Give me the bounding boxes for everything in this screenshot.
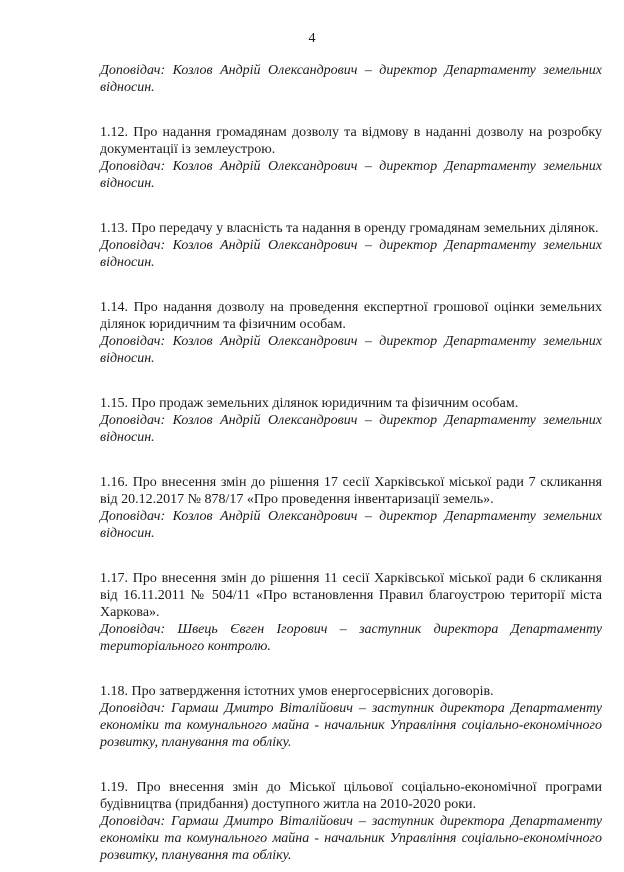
agenda-item-1-19	[100, 779, 602, 864]
agenda-item-title: 1.18. Про затвердження істотних умов енергосервісних договорів.	[100, 684, 494, 699]
speaker-label: Доповідач:	[100, 509, 166, 524]
speaker-label: Доповідач:	[100, 622, 166, 637]
speaker-text: Гармаш Дмитро Віталійович – заступник директора Департаменту економіки та комунального майна - начальник Управління соціально-економічного розвитку, планування та обліку.	[100, 701, 602, 750]
speaker-line	[100, 333, 602, 367]
agenda-item-title: 1.13. Про передачу у власність та надання в оренду громадянам земельних ділянок.	[100, 221, 599, 236]
agenda-item-title: 1.14. Про надання дозволу на проведення експертної грошової оцінки земельних ділянок юридичним та фізичним особам.	[100, 300, 602, 332]
speaker-line	[100, 158, 602, 192]
speaker-line	[100, 412, 602, 446]
agenda-item-1-16	[100, 474, 602, 542]
speaker-text: Козлов Андрій Олександрович – директор Департаменту земельних відносин.	[100, 334, 603, 366]
speaker-text: Козлов Андрій Олександрович – директор Департаменту земельних відносин.	[100, 63, 603, 95]
agenda-item-title: 1.17. Про внесення змін до рішення 11 сесії Харківської міської ради 6 скликання від 16.11.2011 № 504/11 «Про встановлення Правил благоустрою території міста Харкова».	[100, 571, 602, 620]
speaker-label: Доповідач:	[100, 63, 166, 78]
speaker-text: Козлов Андрій Олександрович – директор Департаменту земельних відносин.	[100, 413, 603, 445]
speaker-line	[100, 237, 602, 271]
speaker-line	[100, 621, 602, 655]
speaker-line	[100, 62, 602, 96]
speaker-label: Доповідач:	[100, 413, 166, 428]
speaker-line	[100, 508, 602, 542]
speaker-line	[100, 813, 602, 864]
speaker-text: Гармаш Дмитро Віталійович – заступник директора Департаменту економіки та комунального майна - начальник Управління соціально-економічного розвитку, планування та обліку.	[100, 814, 602, 863]
speaker-label: Доповідач:	[100, 238, 166, 253]
speaker-text: Козлов Андрій Олександрович – директор Департаменту земельних відносин.	[100, 159, 603, 191]
page-number: 4	[308, 31, 316, 46]
agenda-item-1-15	[100, 395, 602, 446]
agenda-item-1-12	[100, 124, 602, 192]
agenda-content	[100, 62, 602, 864]
speaker-label: Доповідач:	[100, 814, 166, 829]
agenda-item-continuation	[100, 62, 602, 96]
agenda-item-title: 1.19. Про внесення змін до Міської цільової соціально-економічної програми будівництва (придбання) доступного житла на 2010-2020 роки.	[100, 780, 602, 812]
speaker-label: Доповідач:	[100, 334, 166, 349]
agenda-item-title: 1.16. Про внесення змін до рішення 17 сесії Харківської міської ради 7 скликання від 20.12.2017 № 878/17 «Про проведення інвентаризації земель».	[100, 475, 602, 507]
speaker-text: Швець Євген Ігорович – заступник директора Департаменту територіального контролю.	[100, 622, 602, 654]
speaker-line	[100, 700, 602, 751]
speaker-text: Козлов Андрій Олександрович – директор Департаменту земельних відносин.	[100, 509, 603, 541]
speaker-label: Доповідач:	[100, 701, 166, 716]
agenda-item-title: 1.15. Про продаж земельних ділянок юридичним та фізичним особам.	[100, 396, 519, 411]
agenda-item-1-17	[100, 570, 602, 655]
agenda-item-1-13	[100, 220, 602, 271]
agenda-item-1-14	[100, 299, 602, 367]
agenda-item-title: 1.12. Про надання громадянам дозволу та відмову в наданні дозволу на розробку документації із землеустрою.	[100, 125, 602, 157]
agenda-item-1-18	[100, 683, 602, 751]
speaker-text: Козлов Андрій Олександрович – директор Департаменту земельних відносин.	[100, 238, 603, 270]
speaker-label: Доповідач:	[100, 159, 166, 174]
